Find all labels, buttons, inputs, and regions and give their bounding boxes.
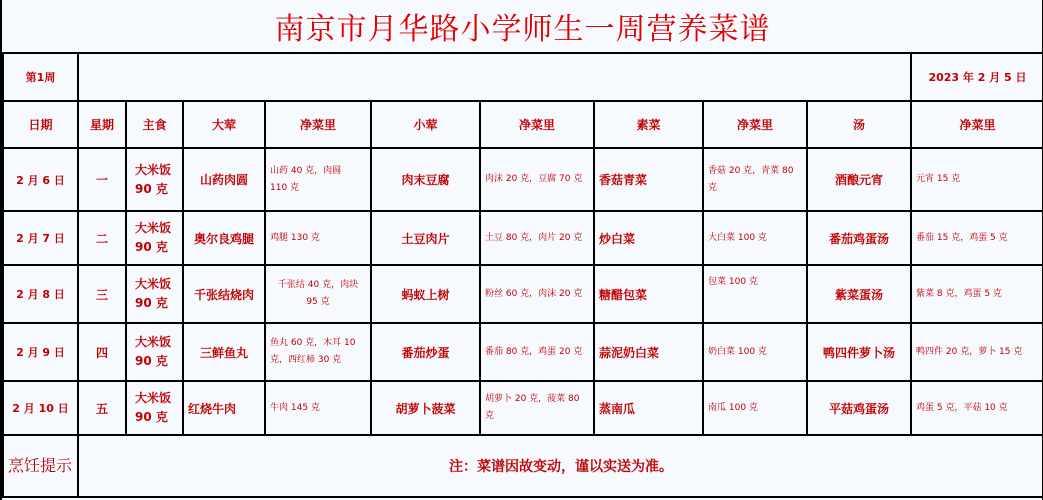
row-minor-meat-net: 粉丝 60 克，肉沫 20 克	[480, 265, 594, 323]
row-main-meat-net: 鱼丸 60 克，木耳 10 克，西红柿 30 克	[265, 323, 371, 381]
row-main-meat-net: 千张结 40 克，肉块 95 克	[265, 265, 371, 323]
row-minor-meat: 蚂蚁上树	[371, 265, 480, 323]
row-weekday: 五	[78, 381, 126, 435]
row-minor-meat-net: 肉沫 20 克，豆腐 70 克	[480, 148, 594, 211]
row-veg-net: 包菜 100 克	[703, 265, 807, 323]
row-soup: 酒酿元宵	[807, 148, 911, 211]
row-staple: 大米饭 90 克	[126, 381, 183, 435]
row-minor-meat: 肉末豆腐	[371, 148, 480, 211]
row-weekday: 四	[78, 323, 126, 381]
col-header-minor-meat-net: 净菜里	[480, 101, 594, 148]
column-header-row	[3, 101, 1043, 148]
row-staple: 大米饭 90 克	[126, 211, 183, 265]
row-veg: 糖醋包菜	[594, 265, 703, 323]
row-veg-net: 香菇 20 克，青菜 80 克	[703, 148, 807, 211]
row-minor-meat: 土豆肉片	[371, 211, 480, 265]
cooking-tips-text: 注：菜谱因故变动，谨以实送为准。	[78, 435, 1043, 497]
row-main-meat: 红烧牛肉	[183, 381, 265, 435]
row-main-meat: 奥尔良鸡腿	[183, 211, 265, 265]
row-soup-net: 鸭四件 20 克，萝卜 15 克	[911, 323, 1043, 381]
row-main-meat-net: 牛肉 145 克	[265, 381, 371, 435]
row-veg: 香菇青菜	[594, 148, 703, 211]
col-header-main-meat: 大荤	[183, 101, 265, 148]
row-minor-meat: 番茄炒蛋	[371, 323, 480, 381]
row-soup-net: 紫菜 8 克，鸡蛋 5 克	[911, 265, 1043, 323]
col-header-minor-meat: 小荤	[371, 101, 480, 148]
row-main-meat-net: 鸡腿 130 克	[265, 211, 371, 265]
row-veg-net: 大白菜 100 克	[703, 211, 807, 265]
page-title: 南京市月华路小学师生一周营养菜谱	[274, 12, 771, 47]
row-soup-net: 鸡蛋 5 克，平菇 10 克	[911, 381, 1043, 435]
row-veg-net: 奶白菜 100 克	[703, 323, 807, 381]
row-veg-net: 南瓜 100 克	[703, 381, 807, 435]
row-date: 2 月 6 日	[3, 148, 78, 211]
col-header-veg: 素菜	[594, 101, 703, 148]
menu-row-tuesday	[3, 211, 1043, 265]
col-header-soup-net: 净菜里	[911, 101, 1043, 148]
row-soup-net: 元宵 15 克	[911, 148, 1043, 211]
row-date: 2 月 7 日	[3, 211, 78, 265]
cooking-tips-row	[3, 435, 1043, 497]
week-info-row	[3, 53, 1043, 101]
row-veg: 炒白菜	[594, 211, 703, 265]
col-header-date: 日期	[3, 101, 78, 148]
col-header-soup: 汤	[807, 101, 911, 148]
col-header-veg-net: 净菜里	[703, 101, 807, 148]
row-soup: 紫菜蛋汤	[807, 265, 911, 323]
weekly-menu-table	[2, 52, 1043, 498]
row-main-meat: 山药肉圆	[183, 148, 265, 211]
row-weekday: 三	[78, 265, 126, 323]
col-header-staple: 主食	[126, 101, 183, 148]
row-soup: 平菇鸡蛋汤	[807, 381, 911, 435]
row-minor-meat: 胡萝卜菠菜	[371, 381, 480, 435]
menu-date: 2023 年 2 月 5 日	[911, 53, 1043, 101]
row-date: 2 月 10 日	[3, 381, 78, 435]
menu-row-thursday	[3, 323, 1043, 381]
row-minor-meat-net: 土豆 80 克，肉片 20 克	[480, 211, 594, 265]
row-veg: 蒜泥奶白菜	[594, 323, 703, 381]
row-weekday: 二	[78, 211, 126, 265]
row-staple: 大米饭 90 克	[126, 148, 183, 211]
col-header-weekday: 星期	[78, 101, 126, 148]
row-soup-net: 番茄 15 克，鸡蛋 5 克	[911, 211, 1043, 265]
col-header-main-meat-net: 净菜里	[265, 101, 371, 148]
row-weekday: 一	[78, 148, 126, 211]
week-info-blank	[78, 53, 911, 101]
menu-row-wednesday	[3, 265, 1043, 323]
cooking-tips-label: 烹饪提示	[3, 435, 78, 497]
row-minor-meat-net: 胡萝卜 20 克，菠菜 80 克	[480, 381, 594, 435]
row-minor-meat-net: 番茄 80 克，鸡蛋 20 克	[480, 323, 594, 381]
row-main-meat: 千张结烧肉	[183, 265, 265, 323]
row-date: 2 月 8 日	[3, 265, 78, 323]
row-staple: 大米饭 90 克	[126, 323, 183, 381]
week-label: 第1周	[3, 53, 78, 101]
row-staple: 大米饭 90 克	[126, 265, 183, 323]
row-soup: 番茄鸡蛋汤	[807, 211, 911, 265]
row-main-meat-net: 山药 40 克，肉圆 110 克	[265, 148, 371, 211]
row-main-meat: 三鲜鱼丸	[183, 323, 265, 381]
row-veg: 蒸南瓜	[594, 381, 703, 435]
menu-row-friday	[3, 381, 1043, 435]
menu-row-monday	[3, 148, 1043, 211]
row-soup: 鸭四件萝卜汤	[807, 323, 911, 381]
row-date: 2 月 9 日	[3, 323, 78, 381]
